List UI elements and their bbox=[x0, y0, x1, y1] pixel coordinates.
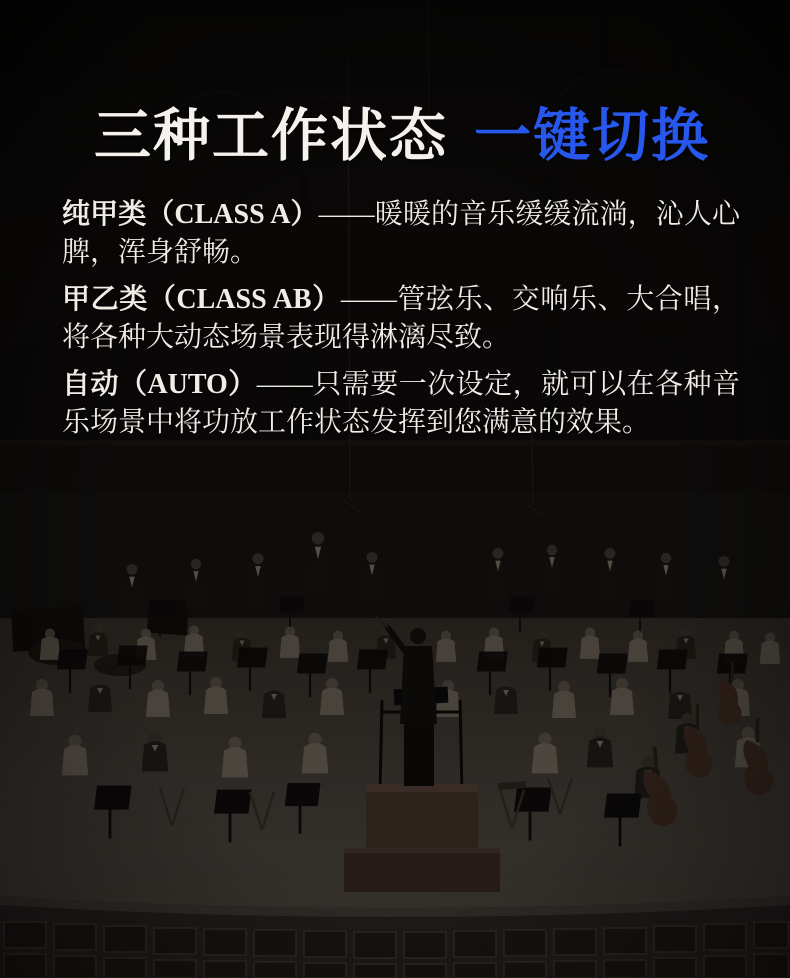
feature-auto bbox=[62, 366, 740, 442]
feature-class-a-lead: 纯甲类（CLASS A） bbox=[62, 199, 319, 230]
feature-class-ab-body: ——管弦乐、交响乐、大合唱，将各种大动态场景表现得淋漓尽致。 bbox=[62, 284, 740, 354]
feature-list bbox=[62, 196, 740, 451]
feature-auto-body: ——只需要一次设定，就可以在各种音乐场景中将功放工作状态发挥到您满意的效果。 bbox=[62, 369, 740, 439]
feature-auto-lead: 自动（AUTO） bbox=[62, 369, 257, 401]
feature-class-ab-lead: 甲乙类（CLASS AB） bbox=[62, 284, 341, 316]
title-main: 三种工作状态 bbox=[94, 105, 448, 168]
feature-class-ab bbox=[62, 281, 740, 357]
feature-class-a bbox=[62, 196, 740, 272]
feature-class-a-body: ——暖暖的音乐缓缓流淌，沁人心脾，浑身舒畅。 bbox=[62, 199, 740, 269]
title-accent: 一键切换 bbox=[474, 105, 710, 168]
page-title bbox=[94, 90, 710, 172]
